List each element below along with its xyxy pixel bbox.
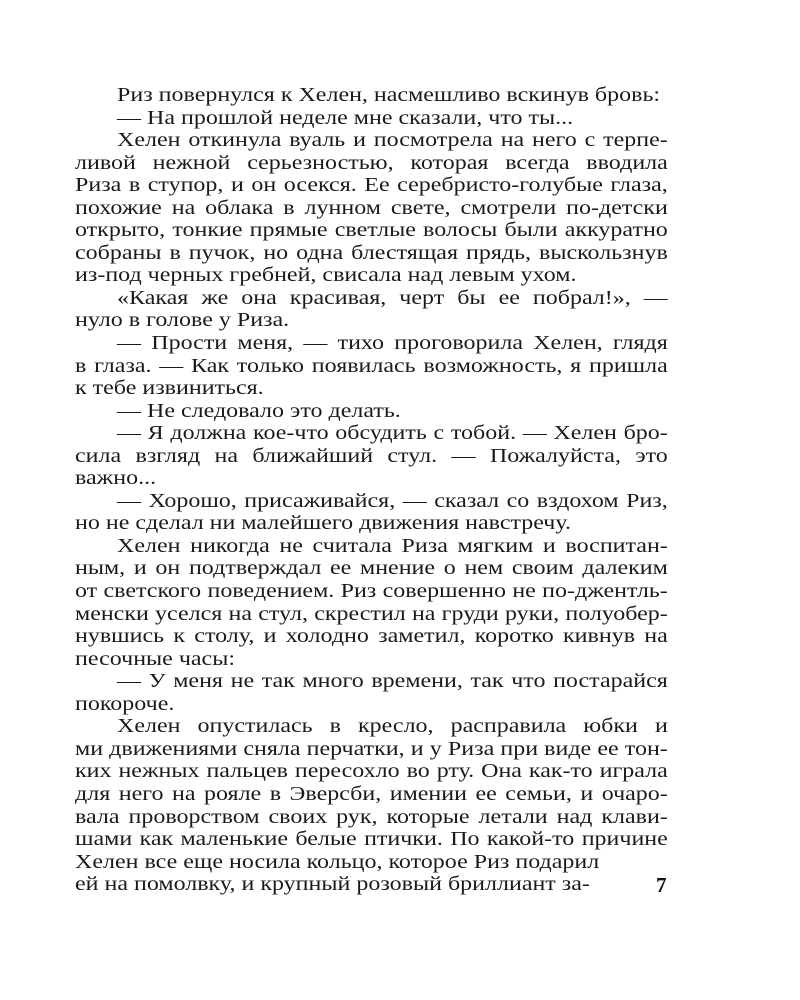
- text-line: из-под черных гребней, свисала над левым ухом.: [75, 264, 577, 287]
- text-line: нуло в голове у Риза.: [75, 309, 290, 332]
- text-line: шами как маленькие белые птички. По какой-то причине: [75, 828, 668, 851]
- text-line: ей на помолвку, и крупный розовый бриллиант за-: [75, 873, 590, 896]
- text-line: вала проворством своих рук, которые летали над клави-: [75, 805, 668, 828]
- text-line: менски уселся на стул, скрестил на груди руки, полуобер-: [75, 602, 668, 625]
- text-line: от светского поведением. Риз совершенно не по-джентль-: [75, 580, 668, 603]
- text-line: но не сделал ни малейшего движения навстречу.: [75, 512, 571, 535]
- text-line: собраны в пучок, но одна блестящая прядь, выскользнув: [75, 241, 668, 264]
- text-line: похожие на облака в лунном свете, смотрели по-детски: [75, 196, 668, 219]
- text-line: ких нежных пальцев пересохло во рту. Она как-то играла: [75, 760, 668, 783]
- text-line: покороче.: [75, 692, 175, 715]
- text-line: для него на рояле в Эверсби, имении ее семьи, и очаро-: [75, 782, 668, 805]
- text-line: Хелен откинула вуаль и посмотрела на него с терпе-: [117, 129, 668, 152]
- text-line: нувшись к столу, и холодно заметил, коротко кивнув на: [75, 625, 668, 648]
- body-text: [75, 84, 668, 896]
- text-line: сила взгляд на ближайший стул. — Пожалуйста, это: [75, 444, 668, 467]
- text-line: Риз повернулся к Хелен, насмешливо вскинув бровь:: [117, 84, 661, 106]
- text-line: ми движениями сняла перчатки, и у Риза при виде ее тон-: [75, 737, 668, 760]
- text-line: «Какая же она красивая, черт бы ее побрал!», —: [117, 286, 668, 309]
- text-line: — Хорошо, присаживайся, — сказал со вздохом Риз,: [117, 489, 668, 512]
- text-line: — На прошлой неделе мне сказали, что ты...: [117, 106, 574, 129]
- text-line: ным, и он подтверждал ее мнение о нем своим далеким: [75, 557, 668, 580]
- text-line: Риза в ступор, и он осекся. Ее серебристо-голубые глаза,: [75, 174, 668, 197]
- text-line: важно...: [75, 467, 157, 490]
- text-line: Хелен все еще носила кольцо, которое Риз подарил: [75, 850, 600, 873]
- text-line: — Прости меня, — тихо проговорила Хелен, глядя: [117, 332, 668, 355]
- text-line: в глаза. — Как только появилась возможность, я пришла: [75, 354, 668, 377]
- text-line: открыто, тонкие прямые светлые волосы были аккуратно: [75, 219, 668, 242]
- text-line: песочные часы:: [75, 647, 235, 670]
- text-line: ливой нежной серьезностью, которая всегда вводила: [75, 151, 668, 174]
- text-line: Хелен опустилась в кресло, расправила юбки и: [117, 715, 668, 738]
- text-line: — Не следовало это делать.: [117, 399, 401, 422]
- text-line: — Я должна кое-что обсудить с тобой. — Хелен бро-: [117, 422, 668, 445]
- page-number: 7: [656, 873, 667, 897]
- text-line: Хелен никогда не считала Риза мягким и воспитан-: [117, 534, 668, 557]
- text-line: — У меня не так много времени, так что постарайся: [117, 670, 668, 693]
- text-line: к тебе извиниться.: [75, 377, 264, 400]
